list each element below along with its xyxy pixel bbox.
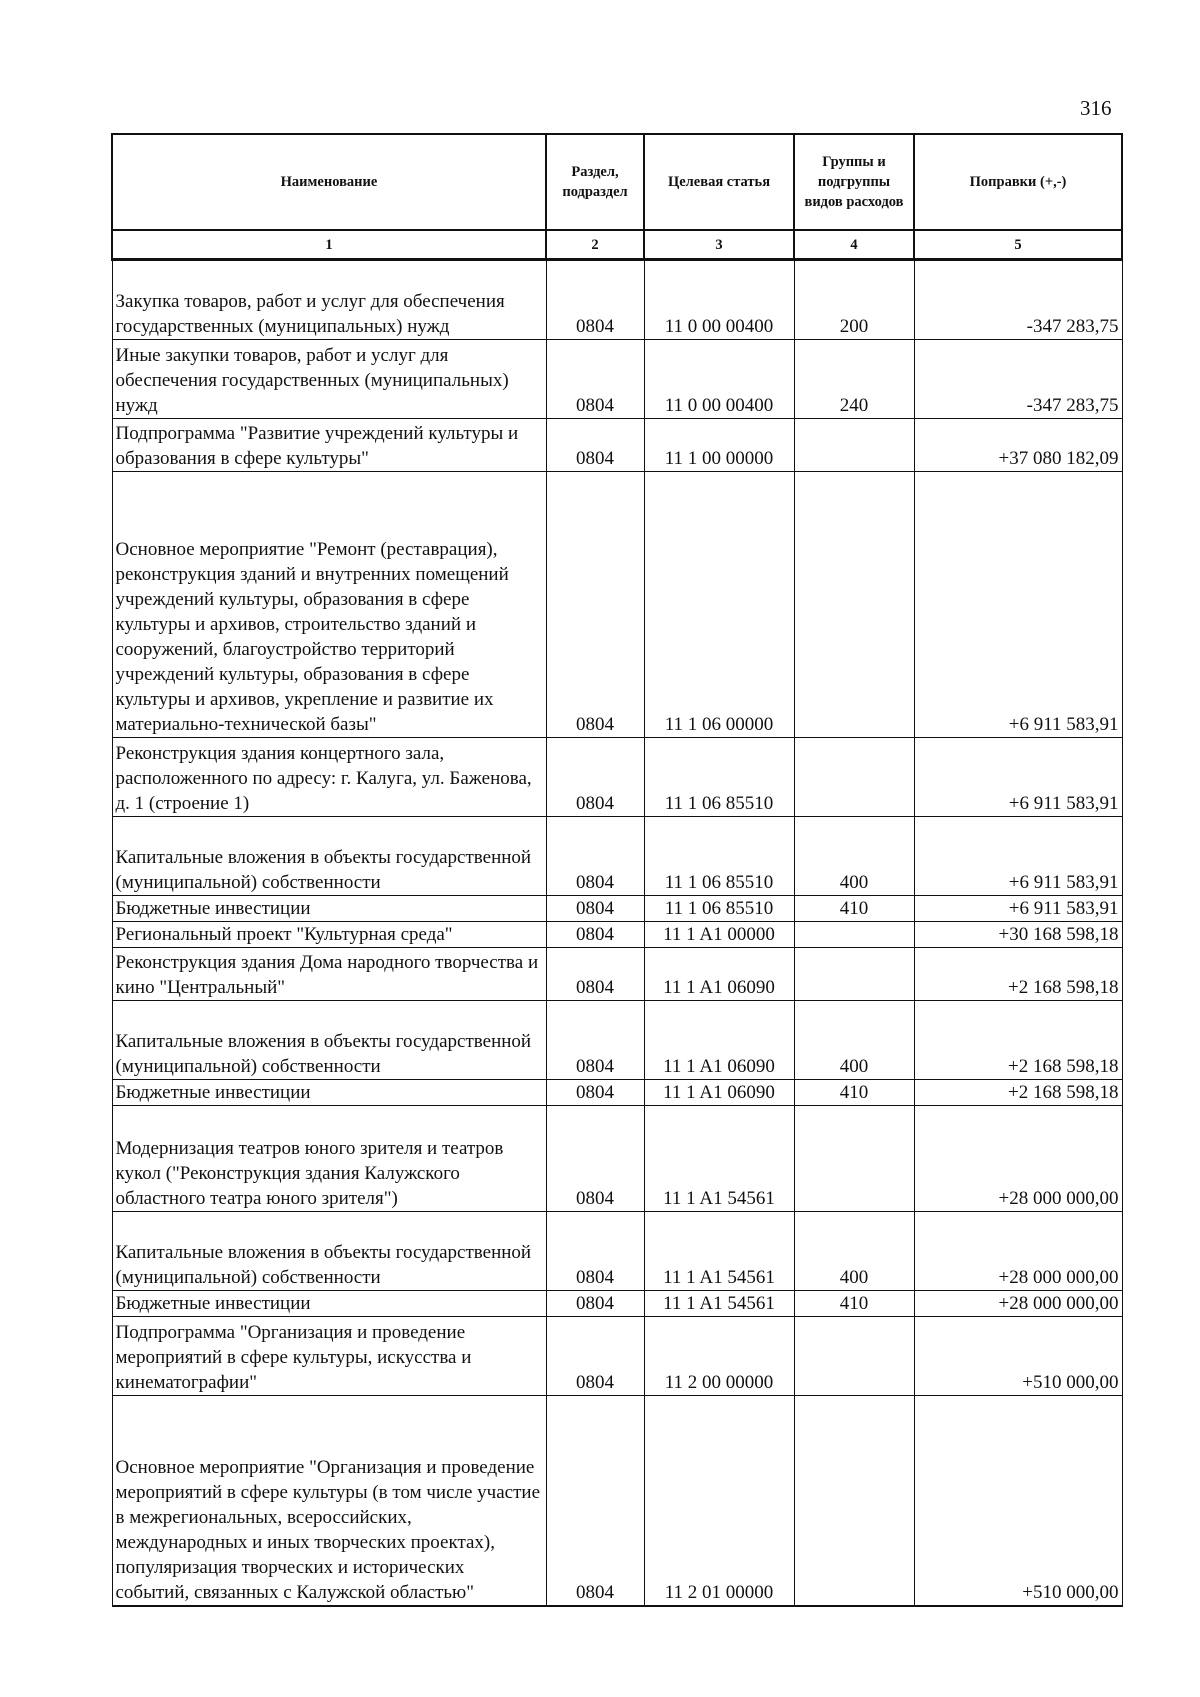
row-group: 410 — [794, 896, 914, 922]
table-row — [112, 1396, 1122, 1606]
table-row — [112, 260, 1122, 340]
row-name: Основное мероприятие "Организация и проведение мероприятий в сфере культуры (в том числе участие в межрегиональных, всероссийских, международных и иных творческих проектах), популяризация творческих и исторических событий, связанных с Калужской областью" — [112, 1396, 546, 1606]
table-row — [112, 817, 1122, 896]
column-number: 4 — [794, 230, 914, 260]
row-name: Бюджетные инвестиции — [112, 896, 546, 922]
row-group — [794, 948, 914, 1001]
row-target: 11 1 06 85510 — [644, 817, 794, 896]
row-name: Бюджетные инвестиции — [112, 1291, 546, 1317]
table-row — [112, 1317, 1122, 1396]
row-target: 11 0 00 00400 — [644, 260, 794, 340]
row-section: 0804 — [546, 1212, 644, 1291]
row-target: 11 1 A1 06090 — [644, 1080, 794, 1106]
table-row — [112, 1212, 1122, 1291]
row-amount: +6 911 583,91 — [914, 472, 1122, 738]
row-amount: +30 168 598,18 — [914, 922, 1122, 948]
row-target: 11 1 00 00000 — [644, 419, 794, 472]
row-target: 11 0 00 00400 — [644, 340, 794, 419]
row-group — [794, 1396, 914, 1606]
table-row — [112, 896, 1122, 922]
row-target: 11 1 06 85510 — [644, 896, 794, 922]
column-number: 3 — [644, 230, 794, 260]
row-amount: +6 911 583,91 — [914, 738, 1122, 817]
column-number-row — [112, 230, 1122, 260]
header-row — [112, 134, 1122, 230]
row-target: 11 1 A1 54561 — [644, 1106, 794, 1212]
row-amount: +6 911 583,91 — [914, 896, 1122, 922]
row-section: 0804 — [546, 1001, 644, 1080]
row-amount: +510 000,00 — [914, 1396, 1122, 1606]
row-group — [794, 1106, 914, 1212]
row-section: 0804 — [546, 1106, 644, 1212]
row-section: 0804 — [546, 1291, 644, 1317]
row-group: 400 — [794, 1212, 914, 1291]
row-section: 0804 — [546, 922, 644, 948]
table-row — [112, 738, 1122, 817]
row-amount: +6 911 583,91 — [914, 817, 1122, 896]
header-name: Наименование — [112, 134, 546, 230]
table-row — [112, 948, 1122, 1001]
table-row — [112, 1001, 1122, 1080]
row-target: 11 1 A1 06090 — [644, 948, 794, 1001]
row-section: 0804 — [546, 1317, 644, 1396]
row-target: 11 1 A1 54561 — [644, 1212, 794, 1291]
row-name: Подпрограмма "Организация и проведение мероприятий в сфере культуры, искусства и кинематографии" — [112, 1317, 546, 1396]
table-row — [112, 1080, 1122, 1106]
row-name: Подпрограмма "Развитие учреждений культуры и образования в сфере культуры" — [112, 419, 546, 472]
table-row — [112, 1106, 1122, 1212]
row-section: 0804 — [546, 260, 644, 340]
table-row — [112, 472, 1122, 738]
table-row — [112, 340, 1122, 419]
row-group: 240 — [794, 340, 914, 419]
row-amount: +28 000 000,00 — [914, 1106, 1122, 1212]
row-section: 0804 — [546, 817, 644, 896]
row-section: 0804 — [546, 419, 644, 472]
row-section: 0804 — [546, 948, 644, 1001]
row-amount: +2 168 598,18 — [914, 1080, 1122, 1106]
header-section: Раздел, подраздел — [546, 134, 644, 230]
row-amount: +28 000 000,00 — [914, 1212, 1122, 1291]
row-section: 0804 — [546, 340, 644, 419]
column-number: 5 — [914, 230, 1122, 260]
row-group — [794, 419, 914, 472]
row-section: 0804 — [546, 1396, 644, 1606]
row-target: 11 1 A1 54561 — [644, 1291, 794, 1317]
row-group: 410 — [794, 1291, 914, 1317]
row-name: Капитальные вложения в объекты государственной (муниципальной) собственности — [112, 1212, 546, 1291]
row-target: 11 1 A1 00000 — [644, 922, 794, 948]
row-amount: -347 283,75 — [914, 340, 1122, 419]
row-section: 0804 — [546, 1080, 644, 1106]
row-group: 410 — [794, 1080, 914, 1106]
row-name: Основное мероприятие "Ремонт (реставрация), реконструкция зданий и внутренних помещений учреждений культуры, образования в сфере культуры и архивов, строительство зданий и сооружений, благоустройство территорий учреждений культуры, образования в сфере культуры и архивов, укрепление и развитие их материально-технической базы" — [112, 472, 546, 738]
row-group — [794, 1317, 914, 1396]
header-group: Группы и подгруппы видов расходов — [794, 134, 914, 230]
row-target: 11 1 06 00000 — [644, 472, 794, 738]
table-row — [112, 419, 1122, 472]
row-name: Бюджетные инвестиции — [112, 1080, 546, 1106]
row-name: Капитальные вложения в объекты государственной (муниципальной) собственности — [112, 1001, 546, 1080]
header-target: Целевая статья — [644, 134, 794, 230]
page-number: 316 — [1080, 96, 1112, 120]
row-name: Региональный проект "Культурная среда" — [112, 922, 546, 948]
row-amount: +510 000,00 — [914, 1317, 1122, 1396]
row-name: Реконструкция здания концертного зала, расположенного по адресу: г. Калуга, ул. Баженова, д. 1 (строение 1) — [112, 738, 546, 817]
row-group: 200 — [794, 260, 914, 340]
table-row — [112, 922, 1122, 948]
row-group — [794, 922, 914, 948]
row-group — [794, 472, 914, 738]
row-group: 400 — [794, 1001, 914, 1080]
row-target: 11 2 01 00000 — [644, 1396, 794, 1606]
row-name: Иные закупки товаров, работ и услуг для обеспечения государственных (муниципальных) нужд — [112, 340, 546, 419]
row-target: 11 1 A1 06090 — [644, 1001, 794, 1080]
row-section: 0804 — [546, 472, 644, 738]
row-amount: +2 168 598,18 — [914, 948, 1122, 1001]
header-amount: Поправки (+,-) — [914, 134, 1122, 230]
row-name: Модернизация театров юного зрителя и театров кукол ("Реконструкция здания Калужского областного театра юного зрителя") — [112, 1106, 546, 1212]
row-target: 11 2 00 00000 — [644, 1317, 794, 1396]
row-amount: -347 283,75 — [914, 260, 1122, 340]
row-name: Реконструкция здания Дома народного творчества и кино "Центральный" — [112, 948, 546, 1001]
row-amount: +28 000 000,00 — [914, 1291, 1122, 1317]
table-row — [112, 1291, 1122, 1317]
row-amount: +37 080 182,09 — [914, 419, 1122, 472]
row-target: 11 1 06 85510 — [644, 738, 794, 817]
row-name: Капитальные вложения в объекты государственной (муниципальной) собственности — [112, 817, 546, 896]
row-group — [794, 738, 914, 817]
budget-table — [111, 133, 1123, 1607]
row-amount: +2 168 598,18 — [914, 1001, 1122, 1080]
row-section: 0804 — [546, 738, 644, 817]
column-number: 2 — [546, 230, 644, 260]
column-number: 1 — [112, 230, 546, 260]
row-group: 400 — [794, 817, 914, 896]
row-section: 0804 — [546, 896, 644, 922]
row-name: Закупка товаров, работ и услуг для обеспечения государственных (муниципальных) нужд — [112, 260, 546, 340]
